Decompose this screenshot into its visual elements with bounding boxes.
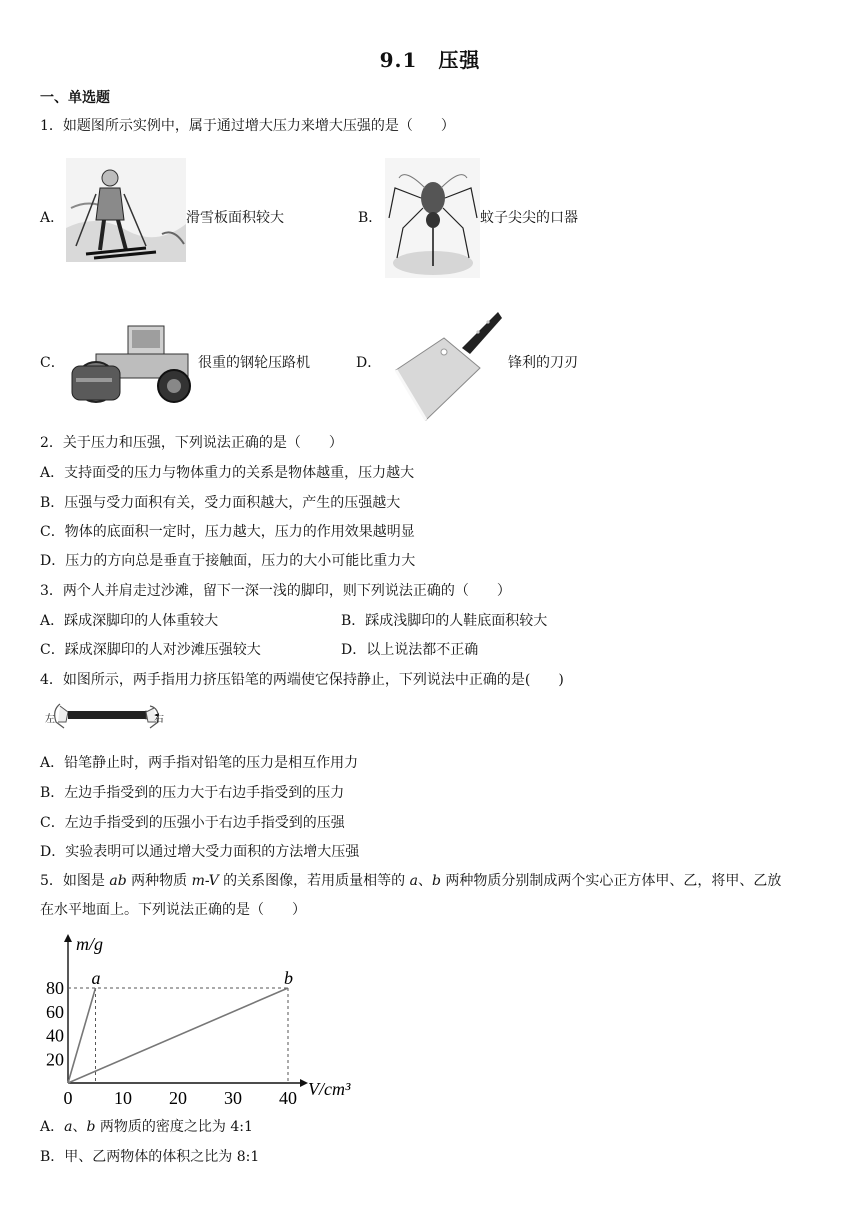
q5-option-a-letter: A． bbox=[40, 1119, 65, 1135]
q5-option-a-b: b bbox=[86, 1119, 96, 1135]
q5-stem-line2: 在水平地面上。下列说法正确的是（ ） bbox=[40, 902, 306, 918]
x-tick-label: 10 bbox=[114, 1088, 132, 1108]
q2-option-b: B．压强与受力面积有关，受力面积越大，产生的压强越大 bbox=[40, 495, 401, 511]
y-tick-label: 20 bbox=[46, 1049, 64, 1070]
series-label-a: a bbox=[91, 968, 101, 988]
skier-image bbox=[66, 158, 186, 262]
mass-volume-chart bbox=[40, 928, 370, 1112]
q5-stem-text: 的关系图像，若用质量相等的 bbox=[218, 873, 410, 889]
page-title: 9.1 压强 bbox=[379, 48, 481, 72]
q1-option-c-text: 很重的钢轮压路机 bbox=[198, 355, 310, 371]
x-tick-label: 20 bbox=[169, 1088, 187, 1108]
y-tick-label: 80 bbox=[46, 978, 64, 998]
q5-option-a bbox=[40, 1118, 253, 1136]
y-axis-label: m/g bbox=[76, 934, 103, 954]
pencil-figure bbox=[42, 700, 168, 734]
y-tick-label: 40 bbox=[46, 1025, 64, 1046]
q5-stem-a: a bbox=[409, 873, 418, 889]
q5-option-b: B．甲、乙两物体的体积之比为 8:1 bbox=[40, 1149, 260, 1165]
q5-stem-mv: m-V bbox=[191, 873, 219, 889]
q3-option-d: D．以上说法都不正确 bbox=[341, 642, 479, 658]
left-label: 左 bbox=[45, 714, 55, 725]
mosquito-image bbox=[385, 158, 480, 278]
q4-option-c: C．左边手指受到的压强小于右边手指受到的压强 bbox=[40, 815, 345, 831]
q1-option-b-letter: B． bbox=[358, 210, 383, 226]
q1-option-d-text: 锋利的刀刃 bbox=[508, 355, 578, 371]
q5-stem-ab: ab bbox=[109, 873, 127, 889]
q5-stem-text: 5．如图是 bbox=[40, 873, 110, 889]
x-tick-label: 30 bbox=[224, 1088, 242, 1108]
x-axis-label: V/cm³ bbox=[308, 1079, 351, 1099]
q5-stem-sep: 、 bbox=[417, 873, 432, 889]
q5-stem-b: b bbox=[431, 873, 441, 889]
q1-stem: 1．如题图所示实例中，属于通过增大压力来增大压强的是（ ） bbox=[40, 118, 455, 134]
q2-option-c: C．物体的底面积一定时，压力越大，压力的作用效果越明显 bbox=[40, 524, 415, 540]
q5-option-a-text: 两物质的密度之比为 4:1 bbox=[95, 1119, 253, 1135]
q5-option-a-a: a bbox=[64, 1119, 73, 1135]
q5-option-a-sep: 、 bbox=[72, 1119, 87, 1135]
q3-stem: 3．两个人并肩走过沙滩，留下一深一浅的脚印，则下列说法正确的（ ） bbox=[40, 583, 511, 599]
road-roller-image bbox=[66, 320, 196, 404]
series-line-b bbox=[68, 988, 288, 1083]
q4-option-b: B．左边手指受到的压力大于右边手指受到的压力 bbox=[40, 785, 345, 801]
q3-option-c: C．踩成深脚印的人对沙滩压强较大 bbox=[40, 642, 261, 658]
q5-stem-text: 两种物质 bbox=[126, 873, 192, 889]
cleaver-knife-image bbox=[392, 308, 504, 424]
y-tick-label: 60 bbox=[46, 1001, 64, 1022]
q1-option-a-letter: A． bbox=[40, 210, 65, 226]
x-tick-label: 0 bbox=[63, 1088, 73, 1108]
series-line-a bbox=[68, 988, 96, 1083]
q1-option-d-letter: D． bbox=[356, 355, 382, 371]
q4-stem: 4．如图所示，两手指用力挤压铅笔的两端使它保持静止，下列说法中正确的是( ) bbox=[40, 672, 564, 688]
q3-option-a: A．踩成深脚印的人体重较大 bbox=[40, 613, 219, 629]
q2-option-d: D．压力的方向总是垂直于接触面，压力的大小可能比重力大 bbox=[40, 553, 416, 569]
section-heading: 一、单选题 bbox=[40, 90, 110, 106]
x-tick-label: 40 bbox=[279, 1088, 297, 1108]
q3-option-b: B．踩成浅脚印的人鞋底面积较大 bbox=[341, 613, 548, 629]
q1-option-a-text: 滑雪板面积较大 bbox=[186, 210, 284, 226]
q5-stem-text: 两种物质分别制成两个实心正方体甲、乙，将甲、乙放 bbox=[440, 873, 782, 889]
q2-option-a: A．支持面受的压力与物体重力的关系是物体越重，压力越大 bbox=[40, 465, 415, 481]
q5-stem-line1 bbox=[40, 872, 781, 890]
q2-stem: 2．关于压力和压强，下列说法正确的是（ ） bbox=[40, 435, 343, 451]
series-label-b: b bbox=[284, 968, 293, 988]
pencil-drawing bbox=[42, 700, 168, 734]
x-axis-arrow bbox=[300, 1079, 308, 1087]
q1-option-c-letter: C． bbox=[40, 355, 65, 371]
q4-option-a: A．铅笔静止时，两手指对铅笔的压力是相互作用力 bbox=[40, 755, 359, 771]
right-label: 右 bbox=[154, 714, 164, 725]
q1-option-b-text: 蚊子尖尖的口器 bbox=[480, 210, 578, 226]
q4-option-d: D．实验表明可以通过增大受力面积的方法增大压强 bbox=[40, 844, 360, 860]
y-axis-arrow bbox=[64, 934, 72, 942]
